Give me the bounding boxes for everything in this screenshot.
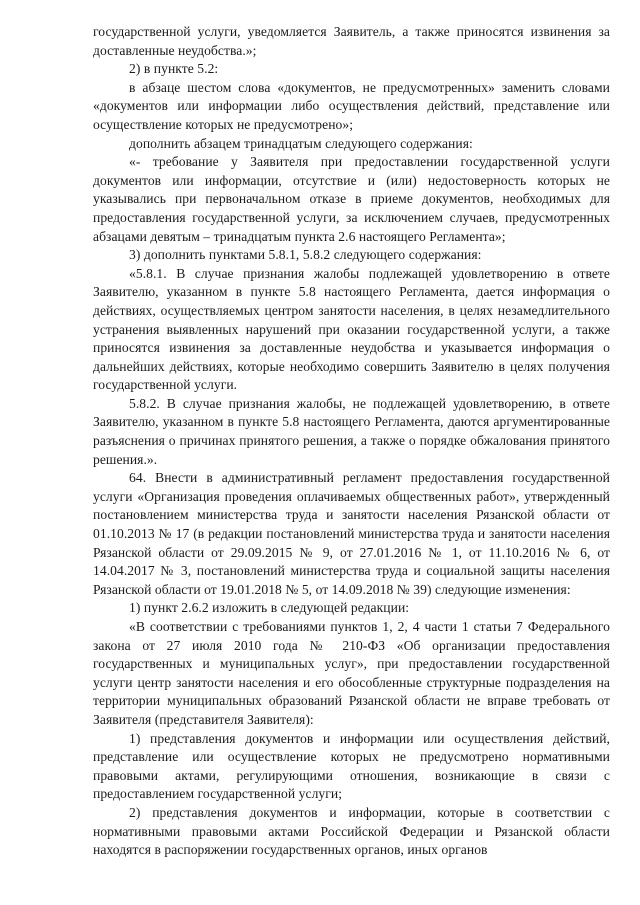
paragraph-2-6-2: 1) пункт 2.6.2 изложить в следующей редакции:: [129, 600, 410, 616]
paragraph-5-8-2: 5.8.2. В случае признания жалобы, не подлежащей удовлетворению, в ответе Заявителю, указанном в пункте 5.8 настоящего Регламента, даются аргументированные разъяснения о причинах принятого решения, а также о порядке обжалования принятого решения.».: [93, 395, 610, 467]
paragraph-federal-law: «В соответствии с требованиями пунктов 1, 2, 4 части 1 статьи 7 Федерального закона от 27 июля 2010 года № 210-ФЗ «Об организации предоставления государственных и муниципальных услуг», при предоставлении государственной услуги центр занятости населения и его обособленные структурные подразделения на территории муниципальных образований Рязанской области не вправе требовать от Заявителя (представителя Заявителя):: [93, 619, 610, 727]
paragraph-list-item-1: 1) представления документов и информации или осуществления действий, представление или осуществление которых не предусмотрено нормативными правовыми актами, регулирующими отношения, возникающие в связи с предоставлением государственной услуги;: [93, 730, 610, 802]
paragraph-5-8-1: «5.8.1. В случае признания жалобы подлежащей удовлетворению в ответе Заявителю, указанном в пункте 5.8 настоящего Регламента, дается информация о действиях, осуществляемых центром занятости населения, в целях незамедлительного устранения выявленных нарушений при оказании государственной услуги, а также приносятся извинения за доставленные неудобства и указывается информация о дальнейших действиях, которые необходимо совершить Заявителю в целях получения государственной услуги.: [93, 265, 610, 393]
paragraph-continuation: государственной услуги, уведомляется Заявитель, а также приносятся извинения за доставленные неудобства.»;: [93, 24, 610, 58]
paragraph-item-64: 64. Внести в административный регламент предоставления государственной услуги «Организация проведения оплачиваемых общественных работ», утвержденный постановлением министерства труда и занятости населения Рязанской области от 01.10.2013 № 17 (в редакции постановлений министерства труда и занятости населения Рязанской области от 29.09.2015 № 9, от 27.01.2016 № 1, от 11.10.2016 № 6, от 14.04.2017 № 3, постановлений министерства труда и социальной защиты населения Рязанской области от 19.01.2018 № 5, от 14.09.2018 № 39) следующие изменения:: [93, 470, 610, 597]
paragraph-requirement-quote: «- требование у Заявителя при предоставлении государственной услуги документов или информации, отсутствие и (или) недостоверность которых не указывались при первоначальном отказе в приеме документов, необходимых для предоставления государственной услуги, за исключением случаев, предусмотренных абзацами девятым – тринадцатым пункта 2.6 настоящего Регламента»;: [93, 154, 610, 244]
paragraph-add-abzac-13: дополнить абзацем тринадцатым следующего содержания:: [129, 135, 473, 151]
paragraph-abzac-6: в абзаце шестом слова «документов, не предусмотренных» заменить словами «документов или информации либо осуществления действий, представление или осуществление которых не предусмотрено»;: [93, 79, 610, 132]
paragraph-list-item-2: 2) представления документов и информации, которые в соответствии с нормативными правовыми актами Российской Федерации и Рязанской области находятся в распоряжении государственных органов, иных органов: [93, 804, 610, 858]
paragraph-add-5-8: 3) дополнить пунктами 5.8.1, 5.8.2 следующего содержания:: [129, 247, 482, 263]
paragraph-item-5-2: 2) в пункте 5.2:: [129, 61, 219, 77]
